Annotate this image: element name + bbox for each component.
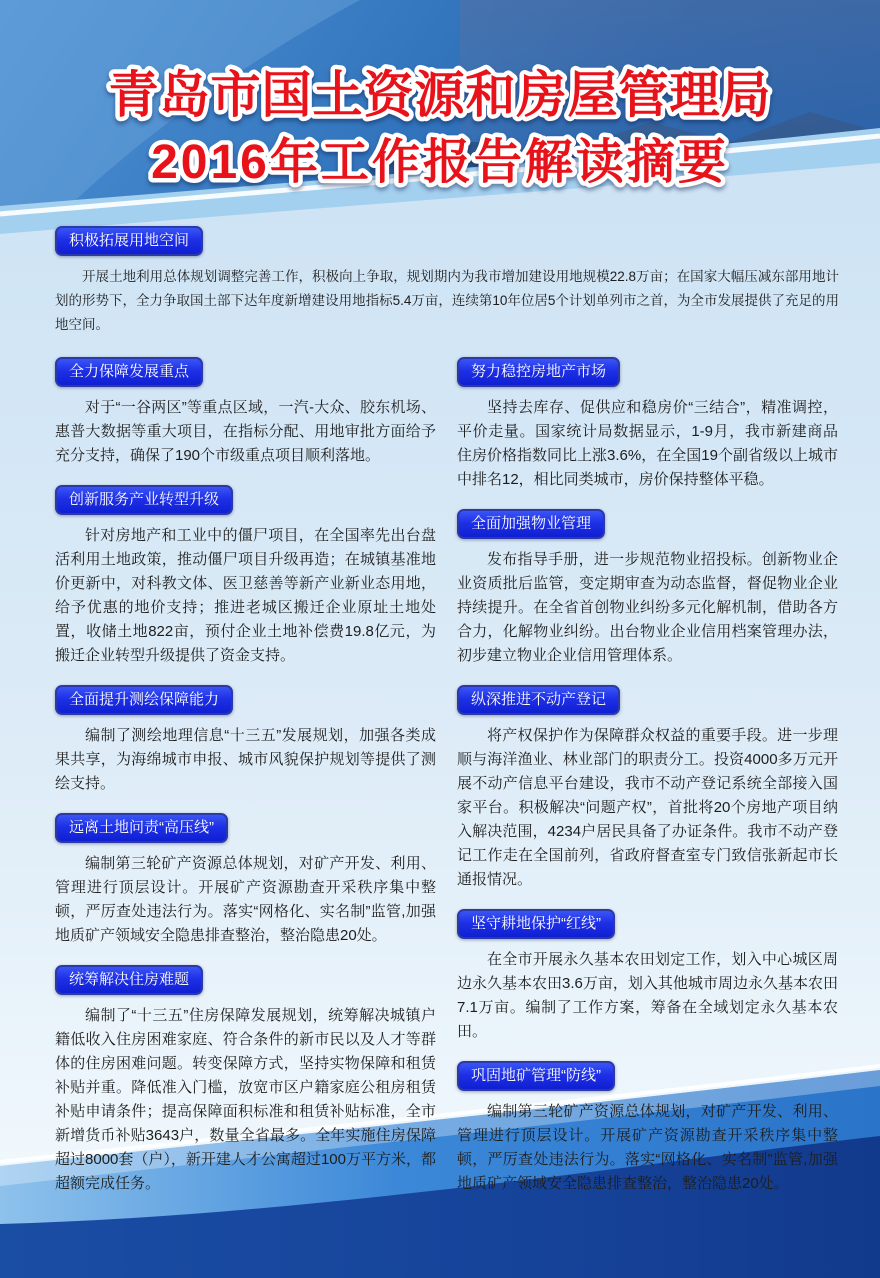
section-property-management <box>457 509 838 668</box>
section-body: 编制第三轮矿产资源总体规划，对矿产开发、利用、管理进行顶层设计。开展矿产资源勘查开采秩序集中整顿，严厉查处违法行为。落实“网格化、实名制”监管,加强地质矿产领域安全隐患排查整治，整治隐患20处。 <box>457 1103 838 1192</box>
section-real-estate-registration <box>457 685 838 892</box>
section-body: 编制了测绘地理信息“十三五”发展规划，加强各类成果共享，为海绵城市申报、城市风貌保护规划等提供了测绘支持。 <box>55 727 436 792</box>
section-key-projects <box>55 357 436 468</box>
badge-industry-upgrade: 创新服务产业转型升级 <box>55 485 233 515</box>
section-industry-upgrade <box>55 485 436 668</box>
section-body: 开展土地利用总体规划调整完善工作，积极向上争取，规划期内为我市增加建设用地规模22.8万亩；在国家大幅压减东部用地计划的形势下，全力争取国土部下达年度新增建设用地指标5.4万亩，连续第10年位居5个计划单列市之首，为全市发展提供了充足的用地空间。 <box>55 269 839 332</box>
left-column <box>55 357 436 1213</box>
content-panel <box>55 226 839 1213</box>
badge-key-projects: 全力保障发展重点 <box>55 357 203 387</box>
section-body: 对于“一谷两区”等重点区域，一汽-大众、胶东机场、惠普大数据等重大项目，在指标分配、用地审批方面给予充分支持，确保了190个市级重点项目顺利落地。 <box>55 399 436 464</box>
badge-farmland-redline: 坚守耕地保护“红线” <box>457 909 615 939</box>
section-mining-defense <box>457 1061 838 1196</box>
badge-surveying: 全面提升测绘保障能力 <box>55 685 233 715</box>
poster-title-line2: 2016年工作报告解读摘要 <box>151 136 729 189</box>
badge-mining-defense: 巩固地矿管理“防线” <box>457 1061 615 1091</box>
section-surveying <box>55 685 436 796</box>
section-body: 在全市开展永久基本农田划定工作，划入中心城区周边永久基本农田3.6万亩，划入其他城市周边永久基本农田7.1万亩。编制了工作方案，筹备在全域划定永久基本农田。 <box>457 951 838 1040</box>
section-body: 编制第三轮矿产资源总体规划，对矿产开发、利用、管理进行顶层设计。开展矿产资源勘查开采秩序集中整顿，严厉查处违法行为。落实“网格化、实名制”监管,加强地质矿产领域安全隐患排查整治，整治隐患20处。 <box>55 855 436 944</box>
section-body: 发布指导手册，进一步规范物业招投标。创新物业企业资质批后监管，变定期审查为动态监督，督促物业企业持续提升。在全省首创物业纠纷多元化解机制，借助各方合力，化解物业纠纷。出台物业企业信用档案管理办法，初步建立物业企业信用管理体系。 <box>457 551 838 664</box>
poster-title-line1: 青岛市国土资源和房屋管理局 <box>108 67 772 123</box>
badge-property-management: 全面加强物业管理 <box>457 509 605 539</box>
section-body: 编制了“十三五”住房保障发展规划，统筹解决城镇户籍低收入住房困难家庭、符合条件的新市民以及人才等群体的住房困难问题。转变保障方式，坚持实物保障和租赁补贴并重。降低准入门槛，放宽市区户籍家庭公租房租赁补贴申请条件；提高保障面积标准和租赁补贴标准，全市新增货币补贴3643户，数量全省最多。全年实施住房保障超过8000套（户），新开建人才公寓超过100万平方米，都超额完成任务。 <box>55 1007 436 1192</box>
section-land-space <box>55 226 839 337</box>
section-body: 针对房地产和工业中的僵尸项目，在全国率先出台盘活利用土地政策，推动僵尸项目升级再造；在城镇基准地价更新中，对科教文体、医卫慈善等新产业新业态用地，给予优惠的地价支持；推进老城区搬迁企业原址土地处置，收储土地822亩，预付企业土地补偿费19.8亿元，为搬迁企业转型升级提供了资金支持。 <box>55 527 436 664</box>
section-body: 坚持去库存、促供应和稳房价“三结合”，精准调控，平价走量。国家统计局数据显示，1-9月，我市新建商品住房价格指数同比上涨3.6%，在全国19个副省级以上城市中排名12，相比同类城市，房价保持整体平稳。 <box>457 399 838 488</box>
section-farmland-redline <box>457 909 838 1044</box>
badge-land-accountability: 远离土地问责“高压线” <box>55 813 228 843</box>
badge-property-market: 努力稳控房地产市场 <box>457 357 620 387</box>
two-column-area <box>55 357 839 1213</box>
badge-housing: 统筹解决住房难题 <box>55 965 203 995</box>
section-property-market <box>457 357 838 492</box>
section-housing <box>55 965 436 1196</box>
section-land-accountability <box>55 813 436 948</box>
section-body: 将产权保护作为保障群众权益的重要手段。进一步理顺与海洋渔业、林业部门的职责分工。投资4000多万元开展不动产信息平台建设，我市不动产登记系统全部接入国家平台。积极解决“问题产权”，首批将20个房地产项目纳入解决范围，4234户居民具备了办证条件。我市不动产登记工作走在全国前列，省政府督查室专门致信张新起市长通报情况。 <box>457 727 838 888</box>
badge-real-estate-registration: 纵深推进不动产登记 <box>457 685 620 715</box>
poster-title <box>0 0 880 200</box>
right-column <box>457 357 838 1213</box>
badge-land-space: 积极拓展用地空间 <box>55 226 203 256</box>
